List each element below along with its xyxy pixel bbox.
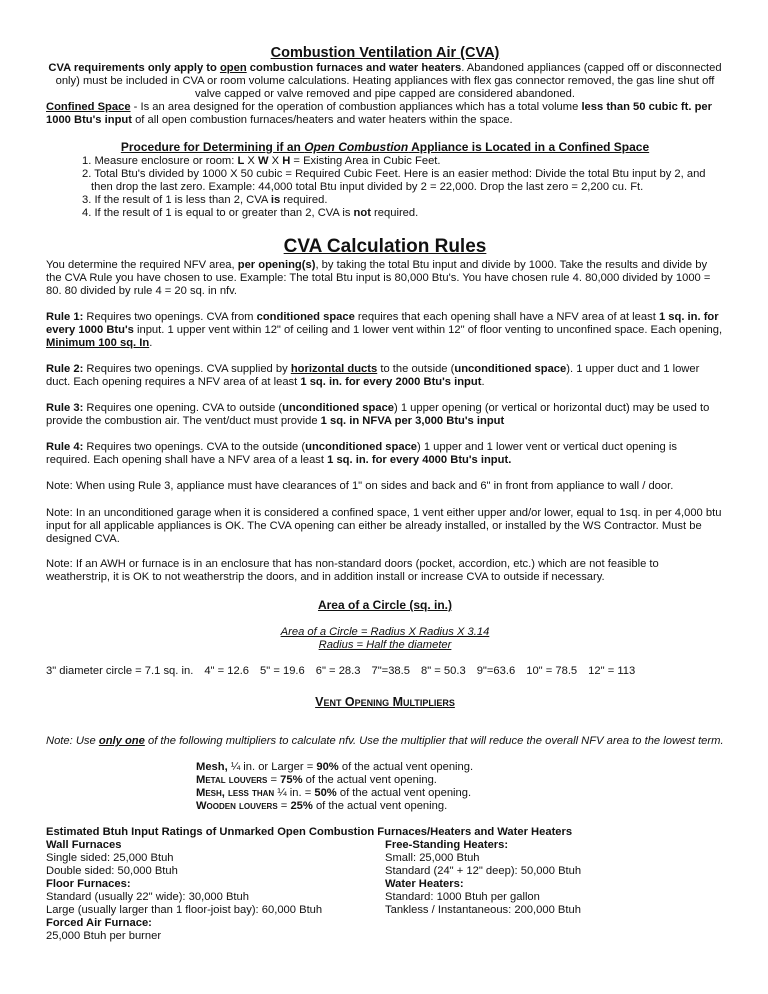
vent-note: Note: Use only one of the following multipliers to calculate nfv. Use the multiplier that will reduce the overall NFV area to the lowest term.: [46, 735, 724, 747]
intro-paragraph: CVA requirements only apply to open combustion furnaces and water heaters. Abandoned appliances (capped off or disconnected only) must be included in CVA or room volume calculations. Heating appliances with flex gas connector removed, the gas line shut off valve capped or valve removed and pipe capped are considered abandoned.: [48, 62, 722, 100]
multiplier-item: Wooden louvers = 25% of the actual vent opening.: [196, 800, 448, 812]
circle-formula: Area of a Circle = Radius X Radius X 3.14: [280, 626, 490, 638]
rule-1: Rule 1: Requires two openings. CVA from conditioned space requires that each opening shall have a NFV area of at least 1 sq. in. for every 1000 Btu's input. 1 upper vent within 12" of ceiling and 1 lower vent within 12" of floor venting to unconfined space. Each opening, Minimum 100 sq. In.: [46, 311, 723, 349]
rule-3: Rule 3: Requires one opening. CVA to outside (unconditioned space) 1 upper opening (or vertical or horizontal duct) may be used to provide the combustion air. The vent/duct must provide 1 sq. in NFVA per 3,000 Btu's input: [46, 402, 710, 427]
procedure-step: 3. If the result of 1 is less than 2, CVA is required.: [82, 194, 328, 206]
rating-item: Double sided: 50,000 Btuh: [46, 865, 178, 877]
procedure-step: 2. Total Btu's divided by 1000 X 50 cubic = Required Cubic Feet. Here is an easier method: Divide the total Btu input by 2, and then drop the last zero. Example: 44,000 total Btu input divided by 2 = 22,000. Drop the last zero = 2,200 cu. Ft.: [82, 168, 706, 193]
rating-item: Standard: 1000 Btuh per gallon: [385, 891, 540, 903]
note-rule-3: Note: When using Rule 3, appliance must have clearances of 1" on sides and back and 6" in front from appliance to wall / door.: [46, 480, 674, 492]
procedure-steps: [46, 155, 724, 220]
rules-heading: CVA Calculation Rules: [283, 236, 487, 257]
note-garage: Note: In an unconditioned garage when it is considered a confined space, 1 vent either upper and/or lower, equal to 1sq. in per 4,000 btu input for all applicable appliances is OK. The CVA opening can either be already installed, or installed by the WS Contractor. Must be designed CVA.: [46, 507, 722, 545]
multiplier-item: Mesh, ¼ in. or Larger = 90% of the actual vent opening.: [196, 761, 474, 773]
ratings-columns: [46, 839, 724, 943]
circle-value: 12" = 113: [588, 665, 636, 677]
multiplier-item: Metal louvers = 75% of the actual vent opening.: [196, 774, 437, 786]
multiplier-item: Mesh, less than ¼ in. = 50% of the actual vent opening.: [196, 787, 472, 799]
rating-item: Small: 25,000 Btuh: [385, 852, 480, 864]
circle-values: [46, 665, 724, 678]
rating-item: Standard (usually 22" wide): 30,000 Btuh: [46, 891, 249, 903]
circle-value: 4" = 12.6: [204, 665, 250, 677]
procedure-step: 1. Measure enclosure or room: L X W X H = Existing Area in Cubic Feet.: [82, 155, 441, 167]
rule-2: Rule 2: Requires two openings. CVA supplied by horizontal ducts to the outside (unconditioned space). 1 upper duct and 1 lower duct. Each opening requires a NFV area of at least 1 sq. in. for every 2000 Btu's input.: [46, 363, 700, 388]
rating-item: Single sided: 25,000 Btuh: [46, 852, 174, 864]
rating-category: Forced Air Furnace:: [46, 917, 152, 929]
rating-item: 25,000 Btuh per burner: [46, 930, 162, 942]
rating-item: Tankless / Instantaneous: 200,000 Btuh: [385, 904, 581, 916]
vent-heading: Vent Opening Multipliers: [315, 695, 455, 709]
ratings-left-column: [46, 839, 385, 943]
radius-formula: Radius = Half the diameter: [318, 639, 452, 651]
rating-category: Free-Standing Heaters:: [385, 839, 509, 851]
circle-value: 9"=63.6: [476, 665, 516, 677]
circle-value: 6" = 28.3: [315, 665, 361, 677]
circle-value: 7"=38.5: [371, 665, 410, 677]
page-title: Combustion Ventilation Air (CVA): [270, 45, 500, 61]
rating-item: Standard (24" + 12" deep): 50,000 Btuh: [385, 865, 582, 877]
circle-heading: Area of a Circle (sq. in.): [317, 598, 453, 612]
circle-value: 10" = 78.5: [526, 665, 578, 677]
rating-category: Water Heaters:: [385, 878, 464, 890]
multiplier-list: [46, 761, 724, 813]
ratings-heading: Estimated Btuh Input Ratings of Unmarked Open Combustion Furnaces/Heaters and Water Heaters: [46, 826, 573, 838]
circle-value: 8" = 50.3: [420, 665, 466, 677]
rating-category: Floor Furnaces:: [46, 878, 131, 890]
procedure-heading: Procedure for Determining if an Open Combustion Appliance is Located in a Confined Space: [120, 140, 650, 154]
confined-space-definition: Confined Space - Is an area designed for the operation of combustion appliances which has a total volume less than 50 cubic ft. per 1000 Btu's input of all open combustion furnaces/heaters and water heaters within the space.: [46, 101, 713, 126]
circle-value: 5" = 19.6: [260, 665, 305, 677]
note-awh: Note: If an AWH or furnace is in an enclosure that has non-standard doors (pocket, accordion, etc.) which are not feasible to weatherstrip, it is OK to not weatherstrip the doors, and in addition install or increase CVA to outside if necessary.: [46, 558, 659, 583]
circle-value: 3" diameter circle = 7.1 sq. in.: [46, 665, 194, 677]
procedure-step: 4. If the result of 1 is equal to or greater than 2, CVA is not required.: [82, 207, 419, 219]
rules-intro: You determine the required NFV area, per opening(s), by taking the total Btu input and divide by 1000. Take the results and divide by the CVA Rule you have chosen to use. Example: The total Btu input is 80,000 Btu's. You have chosen rule 4. 80,000 divided by 1000 = 80. 80 divided by rule 4 = 20 sq. in nfv.: [46, 259, 711, 297]
ratings-right-column: [385, 839, 724, 943]
rating-category: Wall Furnaces: [46, 839, 122, 851]
rating-item: Large (usually larger than 1 floor-joist bay): 60,000 Btuh: [46, 904, 323, 916]
rule-4: Rule 4: Requires two openings. CVA to the outside (unconditioned space) 1 upper and 1 lower vent or vertical duct opening is required. Each opening shall have a NFV area of a least 1 sq. in. for every 4000 Btu's input.: [46, 441, 677, 466]
